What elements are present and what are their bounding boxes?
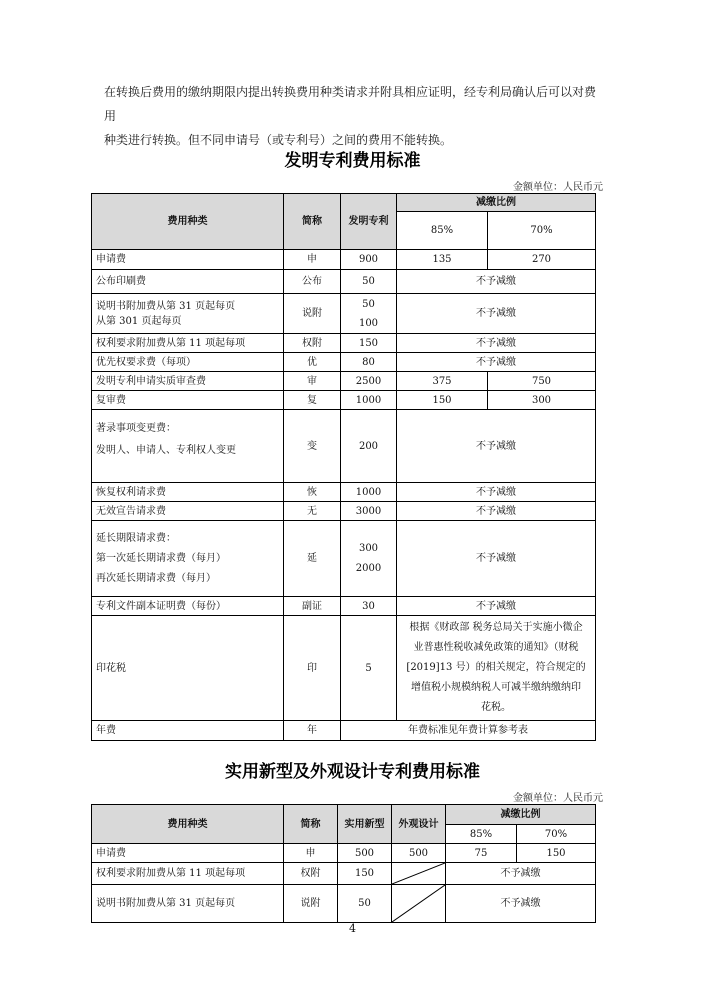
fee-type-line: 再次延长期请求费（每月） <box>96 572 216 584</box>
note-line: [2019]13 号）的相关规定，符合规定的 <box>406 662 586 673</box>
fee-type: 优先权要求费（每项） <box>92 353 284 372</box>
fee-type: 公布印刷费 <box>92 270 284 294</box>
fee-note: 不予减缴 <box>397 521 596 597</box>
fee-note: 不予减缴 <box>397 597 596 616</box>
fee-type-line: 著录事项变更费： <box>96 423 176 434</box>
header-utility: 实用新型 <box>338 805 392 844</box>
fee-type: 年费 <box>92 721 284 741</box>
fee-type-line: 发明人、申请人、专利权人变更 <box>96 445 236 456</box>
diagonal-empty-cell <box>392 863 446 885</box>
note-line: 根据《财政部 税务总局关于实施小微企 <box>409 622 583 633</box>
fee-type-line: 第一次延长期请求费（每月） <box>96 552 226 564</box>
fee-amount: 2500 <box>341 372 397 391</box>
fee-85: 375 <box>397 372 488 391</box>
fee-utility: 150 <box>338 863 392 885</box>
header-70: 70% <box>488 212 596 250</box>
note-line: 花税。 <box>481 702 511 713</box>
fee-amount: 30 <box>341 597 397 616</box>
fee-type: 恢复权利请求费 <box>92 483 284 502</box>
header-fee-type: 费用种类 <box>92 805 284 844</box>
fee-amount: 150 <box>341 334 397 353</box>
fee-utility: 500 <box>338 844 392 863</box>
fee-abbr: 申 <box>284 844 338 863</box>
fee-design: 500 <box>392 844 446 863</box>
fee-type: 权利要求附加费从第 11 项起每项 <box>92 334 284 353</box>
fee-note: 年费标准见年费计算参考表 <box>341 721 596 741</box>
fee-70: 300 <box>488 391 596 410</box>
fee-note: 不予减缴 <box>397 410 596 483</box>
fee-type: 申请费 <box>92 844 284 863</box>
header-fee-type: 费用种类 <box>92 194 284 250</box>
table-row <box>92 863 596 885</box>
table-row <box>92 616 596 721</box>
fee-amount: 80 <box>341 353 397 372</box>
fee-70: 750 <box>488 372 596 391</box>
fee-note: 不予减缴 <box>446 885 596 923</box>
table-row <box>92 270 596 294</box>
fee-amount: 200 <box>341 410 397 483</box>
fee-amount <box>341 294 397 334</box>
fee-85: 75 <box>446 844 517 863</box>
fee-type <box>92 410 284 483</box>
fee-type: 印花税 <box>92 616 284 721</box>
fee-utility: 50 <box>338 885 392 923</box>
table-row <box>92 721 596 741</box>
header-abbr: 简称 <box>284 194 341 250</box>
fee-amount: 900 <box>341 250 397 270</box>
fee-note: 不予减缴 <box>397 483 596 502</box>
table-row <box>92 885 596 923</box>
stamp-tax-note <box>397 616 596 721</box>
fee-type: 专利文件副本证明费（每份） <box>92 597 284 616</box>
fee-type <box>92 521 284 597</box>
fee-abbr: 公布 <box>284 270 341 294</box>
fee-abbr: 变 <box>284 410 341 483</box>
fee-note: 不予减缴 <box>446 863 596 885</box>
fee-type: 说明书附加费从第 31 页起每页 <box>92 885 284 923</box>
table-row <box>92 502 596 521</box>
table-row <box>92 353 596 372</box>
table-row <box>92 483 596 502</box>
table-row <box>92 844 596 863</box>
header-70: 70% <box>517 825 596 844</box>
fee-abbr: 审 <box>284 372 341 391</box>
fee-type: 申请费 <box>92 250 284 270</box>
header-design: 外观设计 <box>392 805 446 844</box>
fee-amount: 5 <box>341 616 397 721</box>
fee-type-line: 从第 301 页起每页 <box>96 315 182 327</box>
utility-fee-table <box>91 804 596 923</box>
fee-abbr: 权附 <box>284 334 341 353</box>
fee-amount <box>341 521 397 597</box>
utility-title: 实用新型及外观设计专利费用标准 <box>225 762 480 782</box>
fee-type: 复审费 <box>92 391 284 410</box>
fee-abbr: 权附 <box>284 863 338 885</box>
fee-note: 不予减缴 <box>397 353 596 372</box>
fee-type <box>92 294 284 334</box>
header-abbr: 简称 <box>284 805 338 844</box>
header-invention-amount: 发明专利 <box>341 194 397 250</box>
header-85: 85% <box>446 825 517 844</box>
fee-85: 135 <box>397 250 488 270</box>
fee-amount: 1000 <box>341 483 397 502</box>
fee-abbr: 申 <box>284 250 341 270</box>
invention-fee-table <box>91 193 596 741</box>
fee-abbr: 无 <box>284 502 341 521</box>
table-row <box>92 597 596 616</box>
table-row <box>92 521 596 597</box>
fee-70: 150 <box>517 844 596 863</box>
fee-amount: 1000 <box>341 391 397 410</box>
fee-85: 150 <box>397 391 488 410</box>
table-row <box>92 410 596 483</box>
fee-note: 不予减缴 <box>397 294 596 334</box>
fee-type: 发明专利申请实质审查费 <box>92 372 284 391</box>
fee-amount: 50 <box>341 270 397 294</box>
intro-line-1: 在转换后费用的缴纳期限内提出转换费用种类请求并附具相应证明，经专利局确认后可以对费用 <box>104 85 597 123</box>
fee-type-line: 说明书附加费从第 31 页起每页 <box>96 300 236 312</box>
table-row <box>92 294 596 334</box>
fee-abbr: 年 <box>284 721 341 741</box>
note-line: 业普惠性税收减免政策的通知》（财税 <box>413 642 579 653</box>
fee-abbr: 副证 <box>284 597 341 616</box>
fee-type-line: 延长期限请求费： <box>96 532 176 544</box>
fee-note: 不予减缴 <box>397 502 596 521</box>
table-row <box>92 372 596 391</box>
fee-amount-line: 100 <box>358 317 379 329</box>
intro-line-2: 种类进行转换。但不同申请号（或专利号）之间的费用不能转换。 <box>104 133 453 147</box>
header-reduction: 减缴比例 <box>446 805 596 825</box>
fee-amount-line: 50 <box>362 298 375 310</box>
page-number: 4 <box>349 922 356 935</box>
fee-abbr: 说附 <box>284 294 341 334</box>
utility-unit: 金额单位：人民币元 <box>513 793 603 804</box>
header-reduction: 减缴比例 <box>397 194 596 212</box>
fee-abbr: 复 <box>284 391 341 410</box>
fee-amount: 3000 <box>341 502 397 521</box>
fee-type: 无效宣告请求费 <box>92 502 284 521</box>
fee-abbr: 延 <box>284 521 341 597</box>
fee-amount-line: 2000 <box>355 562 382 574</box>
fee-note: 不予减缴 <box>397 270 596 294</box>
fee-abbr: 说附 <box>284 885 338 923</box>
fee-abbr: 恢 <box>284 483 341 502</box>
note-line: 增值税小规模纳税人可减半缴纳缴纳印 <box>411 682 581 693</box>
invention-unit: 金额单位：人民币元 <box>513 182 603 193</box>
invention-title: 发明专利费用标准 <box>284 151 421 171</box>
header-85: 85% <box>397 212 488 250</box>
fee-70: 270 <box>488 250 596 270</box>
diagonal-empty-cell <box>392 885 446 923</box>
table-row <box>92 250 596 270</box>
fee-abbr: 印 <box>284 616 341 721</box>
intro-paragraph <box>104 80 604 152</box>
fee-amount-line: 300 <box>358 542 379 554</box>
table-row <box>92 334 596 353</box>
fee-abbr: 优 <box>284 353 341 372</box>
fee-type: 权利要求附加费从第 11 项起每项 <box>92 863 284 885</box>
table-row <box>92 391 596 410</box>
fee-note: 不予减缴 <box>397 334 596 353</box>
